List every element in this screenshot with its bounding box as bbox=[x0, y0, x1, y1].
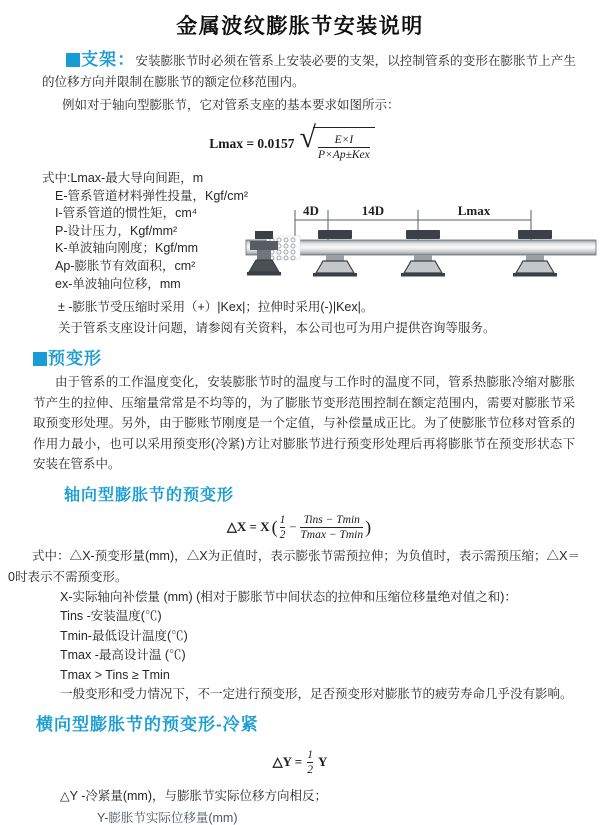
temperature-fraction: $\frac{\text{Tins − Tmin}}{Tmax - Tmin}$ bbox=[300, 513, 364, 541]
one-half-fraction: $\frac{1}{2}$ bbox=[307, 748, 313, 776]
axial-definition-line: Tins -安装温度(℃) bbox=[60, 609, 162, 624]
minus-sign: − bbox=[289, 519, 297, 534]
support-example-line: 例如对于轴向型膨胀节，它对管系支座的基本要求如图所示： bbox=[62, 98, 400, 112]
axial-note-paragraph: 式中：△X-预变形量(mm)，△X为正值时，表示膨张节需预拉伸；为负值时，表示需预压缩；△X＝0时表示不需预变形。 bbox=[8, 548, 580, 584]
radical-sign: √ bbox=[299, 121, 317, 154]
preform-paragraph: 由于管系的工作温度变化，安装膨胀节时的温度与工作时的温度不同，管系热膨胀冷缩对膨胀节产生的拉伸、压缩量常常是不均等的，为了膨胀节变形范围控制在额定范围内，需要对膨胀节采取预变形处理。另外，由于膨账节刚度是一个定值，与补偿量成正比。为了使膨胀节位移对管系的作用力最小，也可以采用预变形(冷紧)方让对膨胀节进行预变形处理后再将膨胀节在预变形状态下安装在管系中。 bbox=[33, 375, 575, 472]
formula-lmax bbox=[0, 121, 592, 162]
one-half-fraction: $\frac{1}{2}$ bbox=[279, 513, 286, 541]
section-label-support: 支架： bbox=[81, 50, 136, 69]
open-paren: ( bbox=[271, 516, 278, 537]
section-square-icon bbox=[66, 53, 80, 67]
support-spacing-diagram bbox=[246, 202, 596, 302]
definition-line: I-管系管道的惯性矩，cm⁴ bbox=[55, 206, 198, 221]
dim-label-14d: 14D bbox=[361, 203, 385, 218]
clipped-bottom-line: Y-膨胀节实际位移量(mm) bbox=[97, 810, 238, 825]
lateral-definition-line: △Y -冷紧量(mm)，与膨胀节实际位移方向相反； bbox=[60, 788, 328, 803]
formula-lmax-fraction: $\frac{E\times I}{\text{P×Ap±Kex}}$ bbox=[318, 134, 370, 161]
lateral-preform-heading: 横向型膨胀节的预变形-冷紧 bbox=[36, 714, 259, 734]
definition-line: 式中:Lmax-最大导向间距，m bbox=[42, 171, 204, 185]
page-title: 金属波纹膨胀节安装说明 bbox=[176, 15, 424, 38]
definition-line: K-单波轴向刚度；Kgf/mm bbox=[55, 241, 199, 256]
axial-definition-line: 一般变形和受力情况下，不一定进行预变形，足否预变形对膨胀节的疲劳寿命几乎没有影响。 bbox=[60, 687, 573, 702]
close-paren: ) bbox=[365, 516, 372, 537]
axial-preform-heading: 轴向型膨胀节的预变形 bbox=[64, 486, 235, 504]
radical-expression bbox=[299, 121, 375, 162]
formula-lmax-lhs: Lmax = 0.0157 bbox=[209, 135, 295, 151]
axial-definition-line: X-实际轴向补偿量 (mm) (相对于膨胀节中间状态的拉伸和压缩位移量绝对值之和)： bbox=[60, 589, 517, 604]
section-square-icon bbox=[33, 352, 47, 366]
plus-minus-note: ± -膨胀节受压缩时采用（+）|Kex|；拉伸时采用(-)|Kex|。 bbox=[58, 300, 374, 315]
document-page bbox=[0, 10, 600, 825]
definition-line: P-设计压力，Kgf/mm² bbox=[55, 223, 178, 238]
axial-definition-line: Tmax -最高设计温 (℃) bbox=[60, 648, 186, 663]
formula-delta-x: △X = X ( $\frac{1}{2}$ − $\frac{\text{Tins − Tmin}}{Tmax - Tmin}$ ) bbox=[226, 513, 372, 541]
axial-definition-line: Tmax > Tins ≥ Tmin bbox=[60, 667, 170, 682]
axial-definition-line: Tmin-最低设计温度(℃) bbox=[60, 628, 188, 643]
definition-line: Ap-膨胀节有效面积，cm² bbox=[55, 258, 196, 273]
section-heading-preform bbox=[33, 344, 600, 369]
dim-label-lmax: Lmax bbox=[457, 203, 491, 218]
support-intro-text: 安装膨胀节时必须在管系上安装必要的支架，以控制管系的变形在膨胀节上产生的位移方向并限制在膨胀节的额定位移范围内。 bbox=[42, 54, 576, 89]
definition-line: ex-单波轴向位移，mm bbox=[55, 276, 181, 291]
dim-label-4d: 4D bbox=[303, 203, 319, 218]
definition-line: E-管系管道材料弹性投量，Kgf/cm² bbox=[55, 188, 249, 203]
formula-delta-y: △Y = $\frac{1}{2}$ Y bbox=[272, 748, 328, 776]
support-intro-paragraph bbox=[42, 49, 576, 93]
consult-note: 关于管系支座设计问题，请参阅有关资料，本公司也可为用户提供咨询等服务。 bbox=[58, 320, 496, 335]
section-label-preform: 预变形 bbox=[48, 349, 102, 369]
